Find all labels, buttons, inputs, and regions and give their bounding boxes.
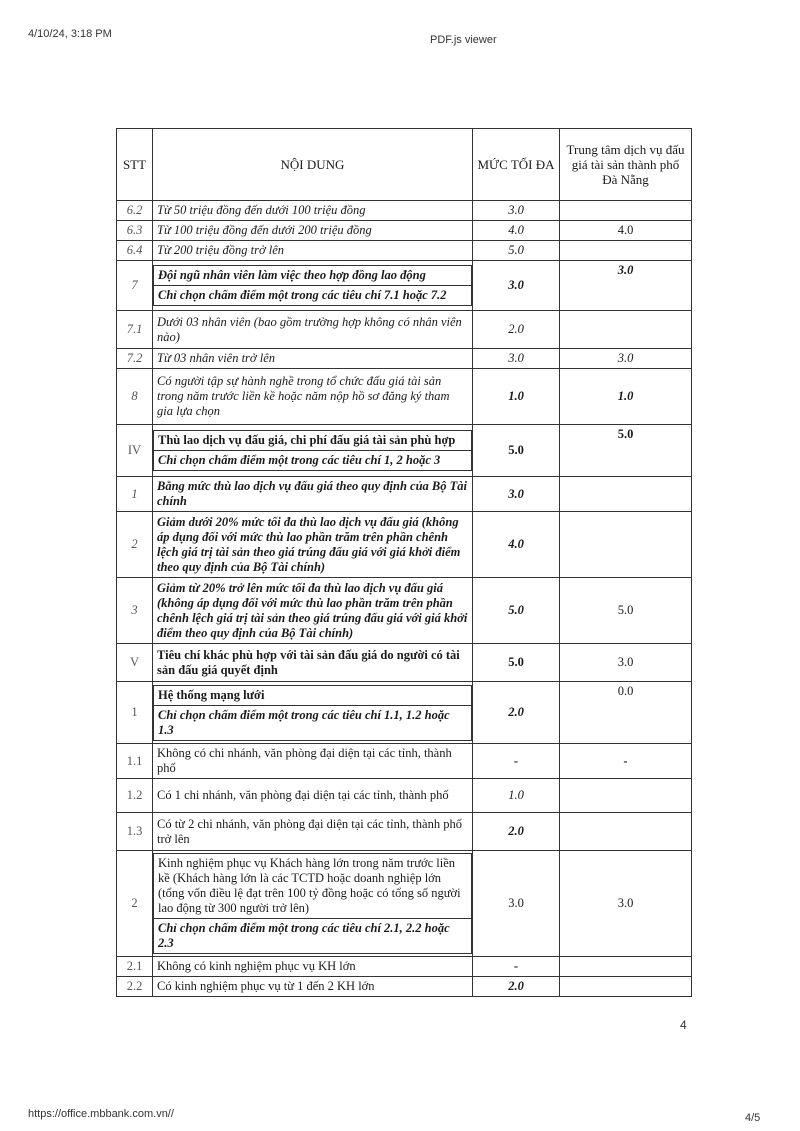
table-row: 2 Giảm dưới 20% mức tối đa thù lao dịch vụ đấu giá (không áp dụng đối với mức thù lao phần trăm trên phần chênh lệch giá trị tài sản theo giá trúng đấu giá với giá khởi điểm theo quy định của Bộ Tài chính) 4.0 bbox=[117, 512, 692, 578]
table-row: 7.2 Từ 03 nhân viên trở lên 3.0 3.0 bbox=[117, 349, 692, 369]
table-row: 1.3 Có từ 2 chi nhánh, văn phòng đại diện tại các tỉnh, thành phố trở lên 2.0 bbox=[117, 813, 692, 851]
table-row: 1.2 Có 1 chi nhánh, văn phòng đại diện tại các tỉnh, thành phố 1.0 bbox=[117, 779, 692, 813]
table-row: 6.4 Từ 200 triệu đồng trở lên 5.0 bbox=[117, 241, 692, 261]
scoring-table bbox=[116, 128, 692, 997]
header-content: NỘI DUNG bbox=[153, 129, 473, 201]
table-row: 1.1 Không có chi nhánh, văn phòng đại diện tại các tỉnh, thành phố - - bbox=[117, 744, 692, 779]
table-row: 6.2 Từ 50 triệu đồng đến dưới 100 triệu đồng 3.0 bbox=[117, 201, 692, 221]
viewer-title: PDF.js viewer bbox=[430, 34, 497, 46]
header-stt: STT bbox=[117, 129, 153, 201]
table-row: 3 Giảm từ 20% trở lên mức tối đa thù lao dịch vụ đấu giá (không áp dụng đối với mức thù lao phần trăm trên phần chênh lệch giá trị tài sản theo giá trúng đấu giá với giá khởi điểm theo quy định của Bộ Tài chính) 5.0 5.0 bbox=[117, 578, 692, 644]
table-row: 6.3 Từ 100 triệu đồng đến dưới 200 triệu đồng 4.0 4.0 bbox=[117, 221, 692, 241]
document-page-number: 4 bbox=[680, 1018, 687, 1032]
header-center: Trung tâm dịch vụ đấu giá tài sản thành phố Đà Nẵng bbox=[560, 129, 692, 201]
table-row: 1 Hệ thống mạng lưới Chỉ chọn chấm điểm một trong các tiêu chí 1.1, 1.2 hoặc 1.3 2.0 0.0 bbox=[117, 682, 692, 744]
table-row: 2.2 Có kinh nghiệm phục vụ từ 1 đến 2 KH lớn 2.0 bbox=[117, 977, 692, 997]
table-row: 2 Kinh nghiệm phục vụ Khách hàng lớn trong năm trước liền kề (Khách hàng lớn là các TCTD hoặc doanh nghiệp lớn (tổng vốn điều lệ đạt trên 100 tỷ đồng hoặc có tổng số người lao động từ 300 người trở lên) Chỉ chọn chấm điểm một trong các tiêu chí 2.1, 2.2 hoặc 2.3 3.0 3.0 bbox=[117, 851, 692, 957]
table-row: 7.1 Dưới 03 nhân viên (bao gồm trường hợp không có nhân viên nào) 2.0 bbox=[117, 311, 692, 349]
table-row: 1 Bằng mức thù lao dịch vụ đấu giá theo quy định của Bộ Tài chính 3.0 bbox=[117, 477, 692, 512]
header-max: MỨC TỐI ĐA bbox=[473, 129, 560, 201]
page-url: https://office.mbbank.com.vn// bbox=[28, 1108, 174, 1120]
table-row: V Tiêu chí khác phù hợp với tài sản đấu giá do người có tài sản đấu giá quyết định 5.0 3.0 bbox=[117, 644, 692, 682]
header-row bbox=[117, 129, 692, 201]
table-row: 7 Đội ngũ nhân viên làm việc theo hợp đồng lao động Chỉ chọn chấm điểm một trong các tiêu chí 7.1 hoặc 7.2 3.0 3.0 bbox=[117, 261, 692, 311]
table-row: 8 Có người tập sự hành nghề trong tổ chức đấu giá tài sản trong năm trước liền kề hoặc năm nộp hồ sơ đăng ký tham gia lựa chọn 1.0 1.0 bbox=[117, 369, 692, 425]
page-counter: 4/5 bbox=[745, 1112, 761, 1124]
table-row: 2.1 Không có kinh nghiệm phục vụ KH lớn - bbox=[117, 957, 692, 977]
table-row: IV Thù lao dịch vụ đấu giá, chi phí đấu giá tài sản phù hợp Chỉ chọn chấm điểm một trong các tiêu chí 1, 2 hoặc 3 5.0 5.0 bbox=[117, 425, 692, 477]
print-timestamp: 4/10/24, 3:18 PM bbox=[28, 28, 112, 40]
